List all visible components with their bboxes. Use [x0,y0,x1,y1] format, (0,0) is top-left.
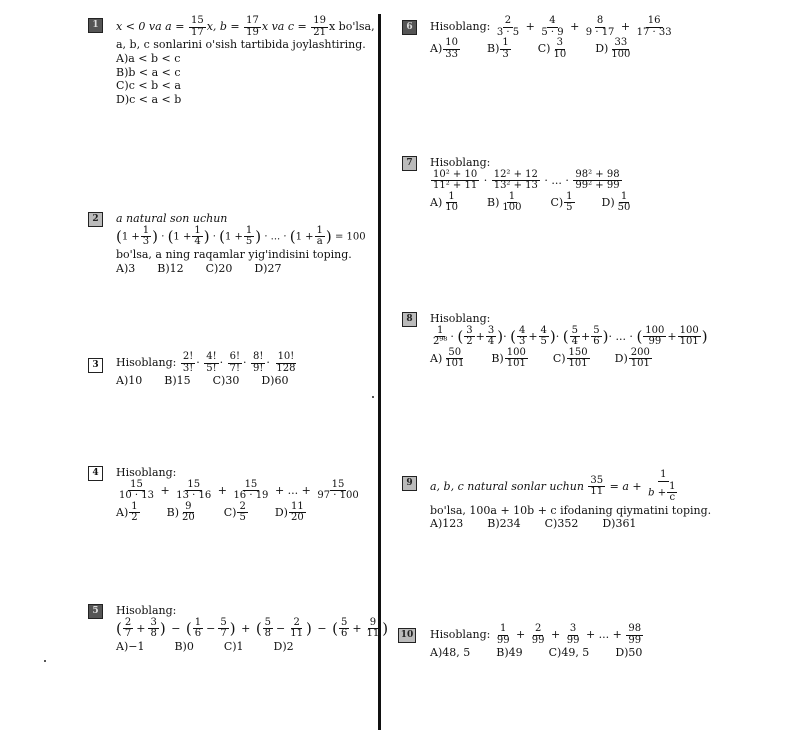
options-row [116,262,366,276]
problem-2: 2 a natural son uchun (1 + $\frac{1}{3}$ ) · (1 + $\frac{1}{4}$ ) · (1 + $\frac{1}{5}$ ) · ... · (1 + $\frac{1}{a}$ ) = 100 bo'lsa, a ning raqamlar yig'indisini toping. A)3 B)12 C)20 D)27 [116,212,366,275]
problem-label: Hisoblang: [116,356,177,369]
option: D)c < a < b [116,93,182,106]
option: C)352 [544,517,579,531]
option: C) $\frac{1}{5}$ [550,190,573,214]
fraction: $\frac{2!}{3!}$ [182,351,194,374]
option: D)361 [602,517,637,531]
fraction: $\frac{8!}{9!}$ [253,351,264,374]
problem-1 [92,15,375,107]
option: D)60 [261,374,289,387]
option: D) $\frac{33}{100}$ [595,37,631,60]
problem-text: x, b = [206,20,240,33]
option: B)0 [174,639,194,653]
option: A)10 [116,374,143,387]
problem-label: Hisoblang: [430,20,491,33]
option: C) $\frac{2}{5}$ [223,500,246,524]
option: A) $\frac{1}{2}$ [116,500,138,524]
fraction: $\frac{1}{3}$ [142,224,150,248]
option: C) $\frac{150}{101}$ [552,346,588,370]
option: C)49, 5 [548,646,590,659]
option: D) $\frac{1}{50}$ [601,190,631,214]
problem-number: 1 [88,18,103,33]
fraction: $\frac{1}{4}$ [194,224,201,248]
option: A) $\frac{10}{33}$ [430,37,458,60]
options-row [116,502,362,524]
option: A)−1 [116,639,145,653]
problem-8: 8 Hisoblang: $\frac{1}{\text{2⁹⁸}}$ · ( $\frac{3}{2}$ + $\frac{3}{4}$ )· ( $\frac{4}{3}$ + $\frac{4}{5}$ )· ( $\frac{5}{4}$ + $\frac{5}{6}$ )· ... · ( $\frac{100}{99}$ + $\frac{100}{101}$ ) A) $\frac{50}{101}$ B) $\frac{100}{101}$ C) $\frac{150}{101}$ D) $\frac{200}{101}$ [430,312,708,370]
option: A)48, 5 [430,646,471,659]
fraction: $\frac{15}{17}$ [190,15,204,38]
problem-label: Hisoblang: [430,312,491,325]
fraction: $\frac{1}{5}$ [245,224,253,248]
fraction: $\frac{15}{13 \cdot 16}$ [176,478,212,502]
option: D) $\frac{200}{101}$ [614,346,650,370]
options-row [430,517,711,531]
fraction: $\frac{15}{97 \cdot 100}$ [317,478,359,502]
option: C)20 [205,261,233,275]
option: A)123 [430,517,464,531]
option: B) $\frac{1}{3}$ [486,37,509,60]
fraction: $\frac{15}{10 \cdot 13}$ [119,478,154,502]
problem-text: bo'lsa, 100a + 10b + c ifodaning qiymatini toping. [430,503,712,517]
problem-number: 4 [88,466,103,481]
options-row [116,640,388,654]
options-row [430,38,675,60]
continued-fraction: 1 b + $\frac{1}{c}$ [648,469,676,503]
problem-number: 10 [398,628,416,643]
fraction: $\frac{15}{16 \cdot 19}$ [233,478,269,502]
problem-5: 5 Hisoblang: ( $\frac{2}{7}$ + $\frac{3}{8}$ ) − ( $\frac{1}{6}$ − $\frac{5}{7}$ ) + ( $\frac{5}{8}$ − $\frac{2}{11}$ ) − ( $\frac{5}{6}$ + $\frac{9}{11}$ ) A)−1 B)0 C)1 D)2 [116,604,388,654]
options-row [430,192,633,214]
problem-10: 10 Hisoblang: $\frac{1}{99}$ + $\frac{2}{99}$ + $\frac{3}{99}$ + ... + $\frac{98}{99}$ A)48, 5 B)49 C)49, 5 D)50 [430,624,644,660]
option: C)c < b < a [116,79,181,93]
option: A)3 [116,261,136,275]
option: C) $\frac{3}{10}$ [537,37,567,60]
option: C)1 [223,639,244,653]
problem-text: x < 0 va a = [116,20,185,33]
fraction: $\frac{17}{19}$ [246,15,259,38]
fraction: $\frac{19}{21}$ [313,15,326,38]
fraction: $\frac{1}{a}$ [316,224,323,248]
scan-speck [372,396,374,398]
fraction: $\frac{6!}{7!}$ [229,351,240,374]
fraction: $\frac{10!}{128}$ [276,351,296,374]
problem-number: 3 [88,358,103,373]
option: A)a < b < c [116,51,181,65]
option: B)49 [496,646,523,659]
problem-text: a, b, c natural sonlar uchun [430,479,584,493]
problem-text: x bo'lsa, [328,20,375,33]
problem-number: 2 [88,212,103,227]
option: B)234 [487,517,521,531]
problem-text: bo'lsa, a ning raqamlar yig'indisini toping. [116,247,352,261]
option: B)b < a < c [116,65,181,79]
option: B) $\frac{1}{100}$ [486,190,522,214]
problem-number: 9 [402,476,417,491]
problem-4: 4 Hisoblang: $\frac{15}{10 \cdot 13}$ + $\frac{15}{13 \cdot 16}$ + $\frac{15}{16 \cdot 19}$ + ... + $\frac{15}{97 \cdot 100}$ A) $\frac{1}{2}$ B) $\frac{9}{20}$ C) $\frac{2}{5}$ D) $\frac{11}{20}$ [116,466,362,524]
problem-text: a natural son uchun [116,212,228,225]
problem-text: a, b, c sonlarini o'sish tartibida joylashtiring. [116,38,366,51]
problem-label: Hisoblang: [430,156,491,169]
problem-7: 7 Hisoblang: $\frac{\text{10² + 10}}{\text{11² + 11}}$ · $\frac{\text{12² + 12}}{\text{13² + 13}}$ · ... · $\frac{\text{98² + 98}}{\text{99² + 99}}$ A) $\frac{1}{10}$ B) $\frac{1}{100}$ C) $\frac{1}{5}$ D) $\frac{1}{50}$ [430,156,633,214]
option: D) $\frac{11}{20}$ [274,500,304,524]
options-row [116,374,298,388]
problem-number: 8 [402,312,417,327]
option: A) $\frac{1}{10}$ [430,190,458,214]
option: B)15 [164,374,191,387]
option: C)30 [212,374,240,387]
problem-3: 3 Hisoblang: $\frac{2!}{3!}$ · $\frac{4!}{5!}$ · $\frac{6!}{7!}$ · $\frac{8!}{9!}$ · $\frac{10!}{128}$ A)10 B)15 C)30 D)60 [116,352,298,388]
problem-label: Hisoblang: [116,466,177,479]
problem-number: 7 [402,156,417,171]
fraction: $\frac{4!}{5!}$ [206,351,217,374]
options-row [430,348,708,370]
option: B) $\frac{9}{20}$ [166,500,195,524]
problem-label: Hisoblang: [116,604,177,617]
option: D)2 [273,639,294,653]
problem-text: x va c = [261,20,307,33]
option: B)12 [157,261,184,275]
option: D)50 [615,646,643,659]
problem-6: 6 Hisoblang: $\frac{2}{3 \cdot 5}$ + $\frac{4}{5 \cdot 9}$ + $\frac{8}{9 \cdot 17}$ + $\frac{16}{17 \cdot 33}$ A) $\frac{10}{33}$ B) $\frac{1}{3}$ C) $\frac{3}{10}$ D) $\frac{33}{100}$ [430,16,675,60]
option: A) $\frac{50}{101}$ [430,346,465,370]
option: D)27 [254,261,282,275]
problem-number: 5 [88,604,103,619]
problem-9: 9 a, b, c natural sonlar uchun $\frac{35}{11}$ = a + 1 b + $\frac{1}{c}$ bo'lsa, 100a + 10b + c ifodaning qiymatini toping. A)123 B)234 C)352 D)361 [430,470,711,531]
problem-number: 6 [402,20,417,35]
options-row [430,646,644,660]
scan-speck [44,660,46,662]
option: B) $\frac{100}{101}$ [491,346,526,370]
problem-label: Hisoblang: [430,628,491,641]
